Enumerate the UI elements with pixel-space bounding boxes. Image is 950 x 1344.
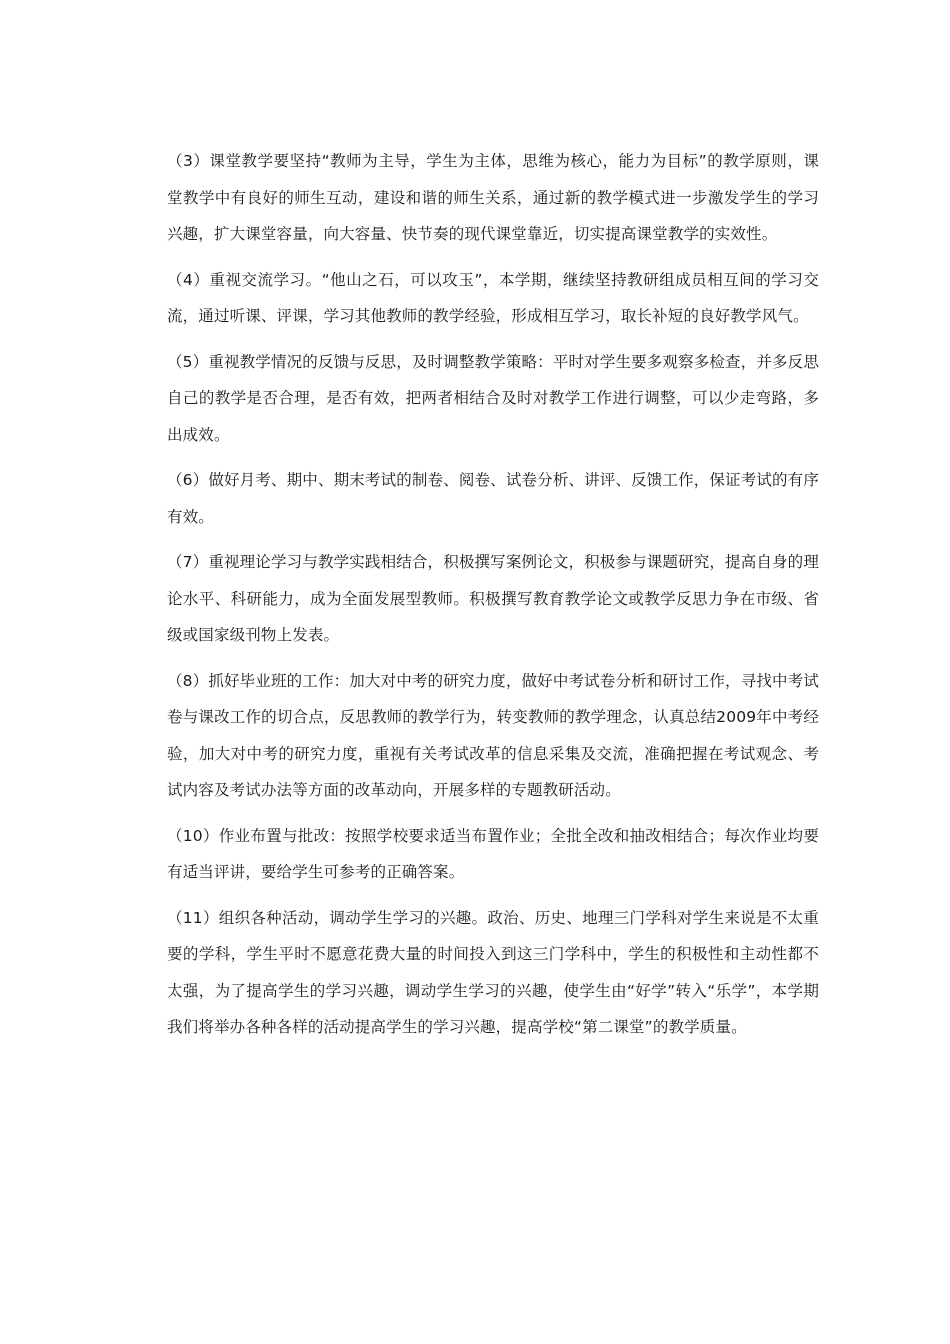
paragraph-3: （3）课堂教学要坚持“教师为主导，学生为主体，思维为核心，能力为目标”的教学原则，课堂教学中有良好的师生互动，建设和谐的师生关系，通过新的教学模式进一步激发学生的学习兴趣，扩大课堂容量，向大容量、快节奏的现代课堂靠近，切实提高课堂教学的实效性。 [167, 152, 819, 243]
paragraph-7: （7）重视理论学习与教学实践相结合，积极撰写案例论文，积极参与课题研究，提高自身的理论水平、科研能力，成为全面发展型教师。积极撰写教育教学论文或教学反思力争在市级、省级或国家级刊物上发表。 [167, 553, 819, 644]
paragraph-6: （6）做好月考、期中、期末考试的制卷、阅卷、试卷分析、讲评、反馈工作，保证考试的有序有效。 [167, 471, 819, 526]
paragraph-10: （10）作业布置与批改：按照学校要求适当布置作业；全批全改和抽改相结合；每次作业均要有适当评讲，要给学生可参考的正确答案。 [167, 826, 819, 881]
paragraph-5: （5）重视教学情况的反馈与反思，及时调整教学策略：平时对学生要多观察多检查，并多反思自己的教学是否合理，是否有效，把两者相结合及时对教学工作进行调整，可以少走弯路，多出成效。 [167, 352, 819, 444]
paragraph-4: （4）重视交流学习。“他山之石，可以攻玉”，本学期，继续坚持教研组成员相互间的学习交流，通过听课、评课，学习其他教师的教学经验，形成相互学习，取长补短的良好教学风气。 [167, 270, 819, 325]
paragraph-11: （11）组织各种活动，调动学生学习的兴趣。政治、历史、地理三门学科对学生来说是不太重要的学科，学生平时不愿意花费大量的时间投入到这三门学科中，学生的积极性和主动性都不太强，为了提高学生的学习兴趣，调动学生学习的兴趣，使学生由“好学”转入“乐学”，本学期我们将举办各种各样的活动提高学生的学习兴趣，提高学校“第二课堂”的教学质量。 [167, 908, 819, 1036]
paragraph-8: （8）抓好毕业班的工作：加大对中考的研究力度，做好中考试卷分析和研讨工作，寻找中考试卷与课改工作的切合点，反思教师的教学行为，转变教师的教学理念，认真总结2009年中考经验，加大对中考的研究力度，重视有关考试改革的信息采集及交流，准确把握在考试观念、考试内容及考试办法等方面的改革动向，开展多样的专题教研活动。 [167, 671, 819, 799]
document-body [167, 143, 819, 1055]
